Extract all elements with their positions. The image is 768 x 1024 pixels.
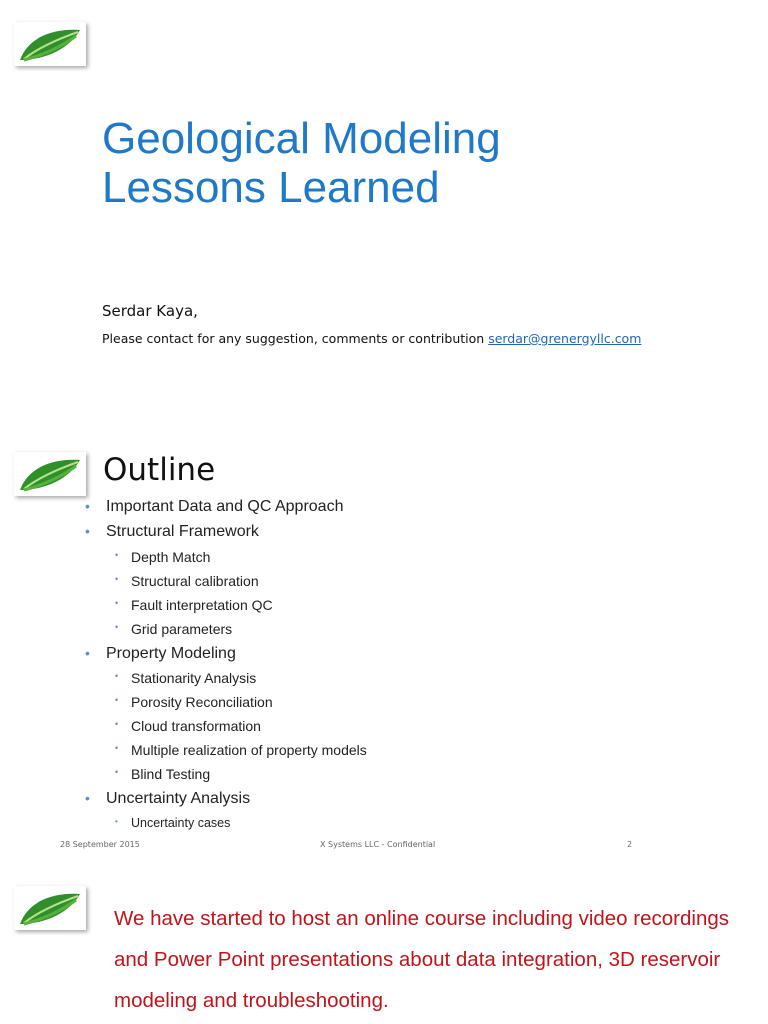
outline-item-text: Depth Match [131, 549, 211, 565]
outline-item-text: Structural calibration [131, 573, 259, 589]
bullet-icon: • [85, 790, 90, 806]
bullet-icon: • [115, 622, 119, 632]
bullet-icon: • [115, 574, 119, 584]
slide-promo [0, 860, 768, 1024]
outline-item [115, 718, 261, 734]
outline-item [115, 670, 257, 686]
outline-item-text: Grid parameters [131, 621, 233, 637]
bullet-icon: • [115, 695, 119, 705]
bullet-icon: • [85, 498, 90, 514]
slide-title [0, 0, 768, 430]
outline-item [115, 694, 273, 710]
outline-item-text: Porosity Reconciliation [131, 694, 273, 710]
green-leaf-logo-icon [14, 22, 86, 66]
footer-confidential: X Systems LLC - Confidential [320, 840, 436, 849]
outline-item [115, 742, 367, 758]
outline-item [85, 498, 344, 516]
title-line-1: Geological Modeling [102, 114, 501, 163]
bullet-icon: • [115, 817, 118, 826]
outline-item-text: Cloud transformation [131, 718, 261, 734]
outline-item-text: Uncertainty Analysis [106, 790, 251, 807]
presentation-title [102, 114, 501, 212]
outline-item [85, 645, 236, 663]
slide-outline [0, 430, 768, 860]
outline-item-text: Structural Framework [106, 523, 259, 540]
outline-item-text: Blind Testing [131, 766, 211, 782]
footer-page-number: 2 [627, 840, 633, 849]
outline-item [115, 621, 233, 637]
outline-item-text: Fault interpretation QC [131, 597, 273, 613]
bullet-icon: • [85, 523, 90, 539]
outline-item [85, 523, 259, 541]
outline-item [115, 573, 259, 589]
bullet-icon: • [115, 598, 119, 608]
outline-item-text: Stationarity Analysis [131, 670, 257, 686]
outline-item-text: Property Modeling [106, 645, 236, 662]
bullet-icon: • [115, 550, 119, 560]
outline-item [115, 549, 211, 565]
outline-list [0, 430, 768, 830]
outline-item [115, 766, 211, 782]
outline-item [85, 790, 251, 808]
outline-item [115, 816, 231, 830]
author-name: Serdar Kaya, [102, 302, 198, 320]
contact-email-link[interactable]: serdar@grenergyllc.com [488, 331, 642, 346]
bullet-icon: • [115, 743, 119, 753]
contact-text: Please contact for any suggestion, comments or contribution [102, 331, 485, 346]
title-line-2: Lessons Learned [102, 163, 440, 212]
outline-title: Outline [103, 452, 216, 488]
promo-text: We have started to host an online course including video recordings and Power Point presentations about data integration, 3D reservoir modeling and troubleshooting. [114, 907, 729, 1012]
green-leaf-logo-icon [14, 886, 86, 930]
outline-item-text: Important Data and QC Approach [106, 498, 344, 515]
bullet-icon: • [85, 645, 90, 661]
footer-date: 28 September 2015 [60, 840, 140, 849]
outline-item [115, 597, 273, 613]
bullet-icon: • [115, 767, 119, 777]
contact-line [102, 331, 641, 346]
bullet-icon: • [115, 671, 119, 681]
outline-item-text: Multiple realization of property models [131, 742, 367, 758]
bullet-icon: • [115, 719, 119, 729]
outline-item-text: Uncertainty cases [131, 816, 231, 830]
